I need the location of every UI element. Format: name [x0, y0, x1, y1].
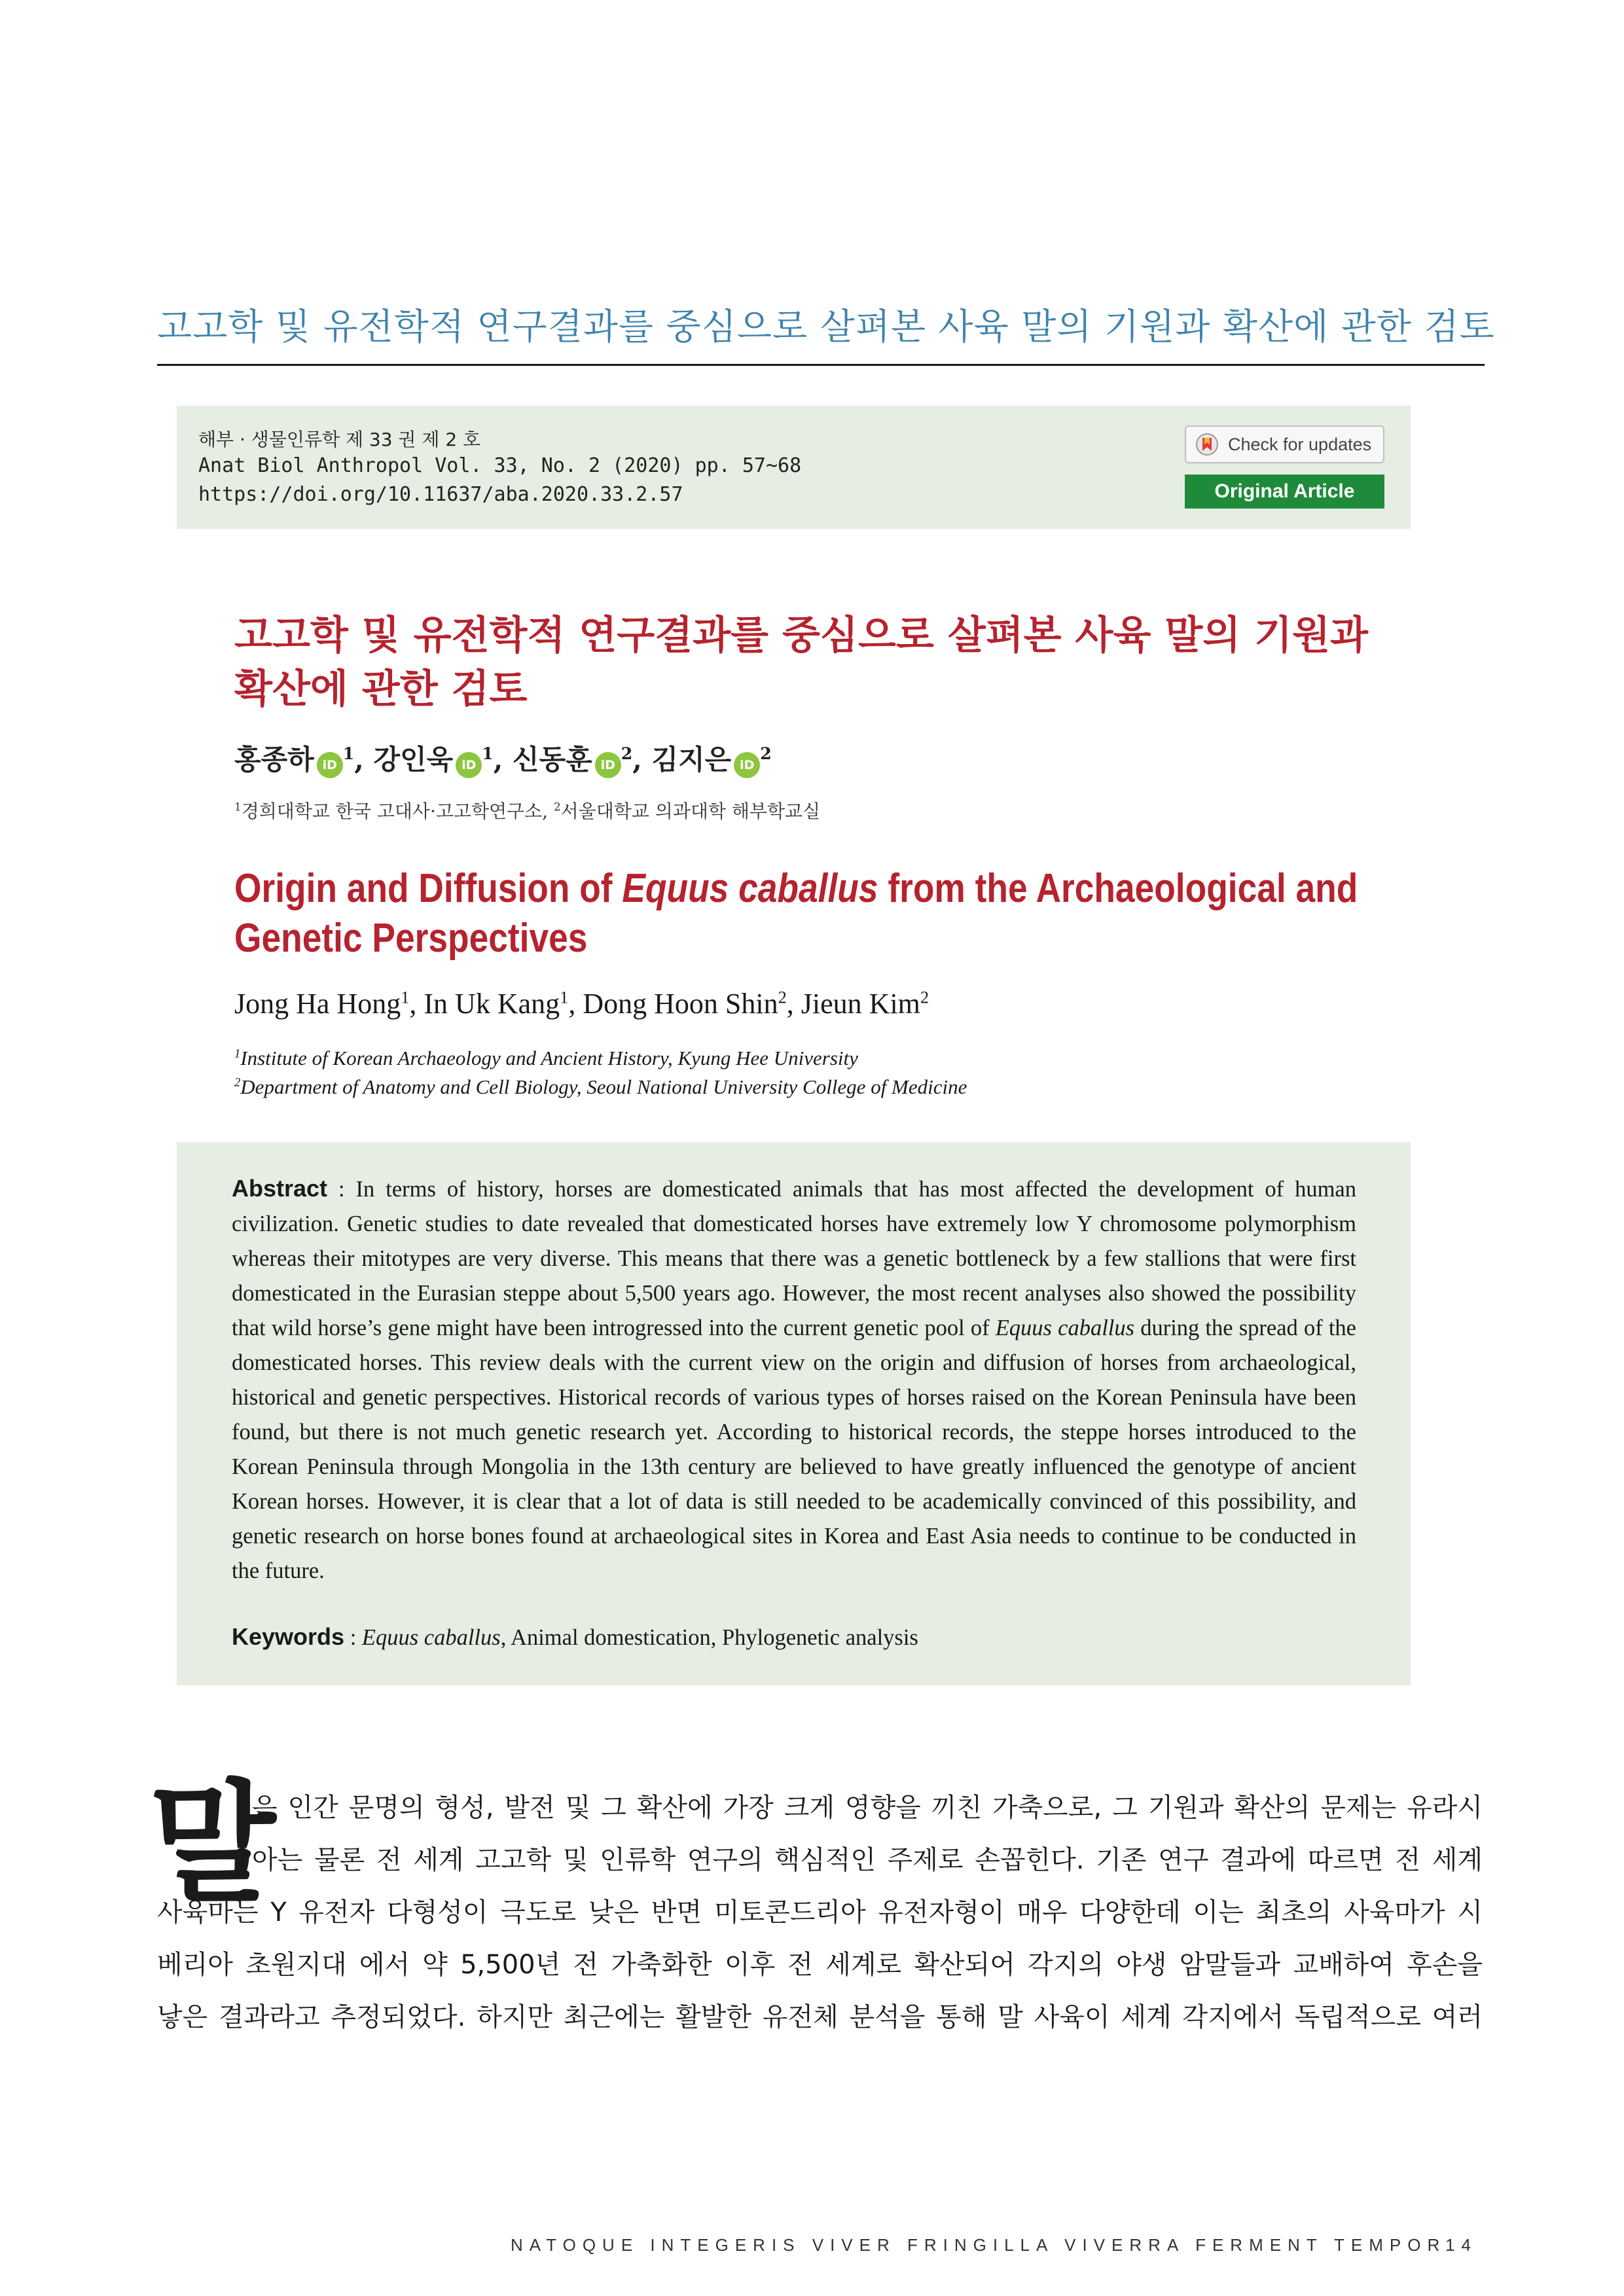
body-line-1: 은 인간 문명의 형성, 발전 및 그 확산에 가장 크게 영향을 끼친 가축으로, 그 기원과 확산의 문제는 유라시	[252, 1793, 1483, 1823]
korean-affiliations: $^1$경희대학교 한국 고대사·고고학연구소, $^2$서울대학교 의과대학 해부학교실	[234, 800, 821, 822]
article-type-badge: Original Article	[1185, 475, 1384, 509]
species-name: Equus caballus	[622, 866, 878, 911]
page-number: 14	[1445, 2235, 1477, 2255]
english-authors: Jong Ha Hong$^1$, In Uk Kang$^1$, Dong Hoon Shin$^2$, Jieun Kim$^2$	[234, 987, 929, 1020]
journal-info-korean: 해부 · 생물인류학 제 33 권 제 2 호	[198, 429, 481, 450]
korean-title-line1: 고고학 및 유전학적 연구결과를 중심으로 살펴본 사육 말의 기원과	[234, 613, 1369, 658]
body-line-4: 베리아 초원지대 에서 약 5,500년 전 가축화한 이후 전 세계로 확산되어 각지의 야생 암말들과 교배하여 후손을	[157, 1950, 1483, 1980]
english-affiliations	[234, 1044, 967, 1102]
korean-author-3: 신동훈 $iD^2$,	[503, 738, 642, 778]
korean-title-line2: 확산에 관한 검토	[234, 666, 528, 712]
orcid-icon[interactable]: iD	[456, 752, 482, 778]
korean-author-1: 홍종하 $iD^1$,	[234, 738, 364, 778]
abstract-label: Abstract	[232, 1175, 328, 1202]
abstract-text: Abstract : In terms of history, horses are domesticated animals that has most affected the development of human civilization. Genetic studies to date revealed that domesticated horses have extremely low Y chromosome polymorphism whereas their mitotypes are very diverse. This means that there was a genetic bottleneck by a few stallions that were first domesticated in the Eurasian steppe about 5,500 years ago. However, the most recent analyses also showed the possibility that wild horse’s gene might have been introgressed into the current genetic pool of Equus caballus during the spread of the domesticated horses. This review deals with the current view on the origin and diffusion of horses from archaeological, historical and genetic perspectives. Historical records of various types of horses raised on the Korean Peninsula have been found, but there is not much genetic research yet. According to historical records, the steppe horses introduced to the Korean Peninsula through Mongolia in the 13th century are believed to have greatly influenced the genotype of ancient Korean horses. However, it is clear that a lot of data is still needed to be academically convinced of this possibility, and genetic research on horse bones found at archaeological sites in Korea and East Asia needs to continue to be conducted in the future.	[232, 1175, 1356, 1583]
abstract-box	[177, 1142, 1411, 1685]
body-line-2: 아는 물론 전 세계 고고학 및 인류학 연구의 핵심적인 주제로 손꼽힌다. 기존 연구 결과에 따르면 전 세계	[252, 1845, 1483, 1875]
orcid-icon[interactable]: iD	[595, 752, 621, 778]
footer-text: NATOQUE INTEGERIS VIVER FRINGILLA VIVERRA FERMENT TEMPOR	[511, 2235, 1447, 2255]
orcid-icon[interactable]: iD	[734, 752, 760, 778]
orcid-icon[interactable]: iD	[317, 752, 343, 778]
header-rule	[157, 364, 1485, 366]
english-affiliation-2: $^2$Department of Anatomy and Cell Biology, Seoul National University College of Medicine	[234, 1075, 967, 1098]
english-title: Origin and Diffusion of Equus caballus from the Archaeological and Genetic Perspectives	[234, 864, 1282, 963]
check-for-updates-button[interactable]	[1185, 425, 1384, 463]
keywords: Keywords : Equus caballus, Animal domestication, Phylogenetic analysis	[232, 1623, 918, 1650]
body-line-5: 낳은 결과라고 추정되었다. 하지만 최근에는 활발한 유전체 분석을 통해 말 사육이 세계 각지에서 독립적으로 여러	[157, 2002, 1483, 2032]
korean-author-4: 김지은 $iD^2$	[642, 738, 772, 778]
drop-cap: 말	[149, 1768, 276, 1920]
korean-authors	[234, 738, 772, 778]
check-updates-icon	[1195, 433, 1219, 456]
running-title: 고고학 및 유전학적 연구결과를 중심으로 살펴본 사육 말의 기원과 확산에 관한 검토	[157, 306, 1495, 348]
journal-info-english: Anat Biol Anthropol Vol. 33, No. 2 (2020) pp. 57~68	[198, 454, 802, 477]
check-updates-label: Check for updates	[1228, 434, 1372, 454]
keywords-label: Keywords	[232, 1623, 345, 1650]
journal-info-box	[177, 406, 1411, 529]
korean-title	[234, 609, 1413, 716]
english-affiliation-1: $^1$Institute of Korean Archaeology and Ancient History, Kyung Hee University	[234, 1047, 858, 1069]
doi-link[interactable]: https://doi.org/10.11637/aba.2020.33.2.57	[198, 483, 683, 506]
body-line-3: 사육마는 Y 유전자 다형성이 극도로 낮은 반면 미토콘드리아 유전자형이 매우 다양한데 이는 최초의 사육마가 시	[157, 1897, 1483, 1928]
korean-author-2: 강인욱 $iD^1$,	[364, 738, 503, 778]
english-title-line2: Genetic Perspectives	[234, 916, 588, 961]
